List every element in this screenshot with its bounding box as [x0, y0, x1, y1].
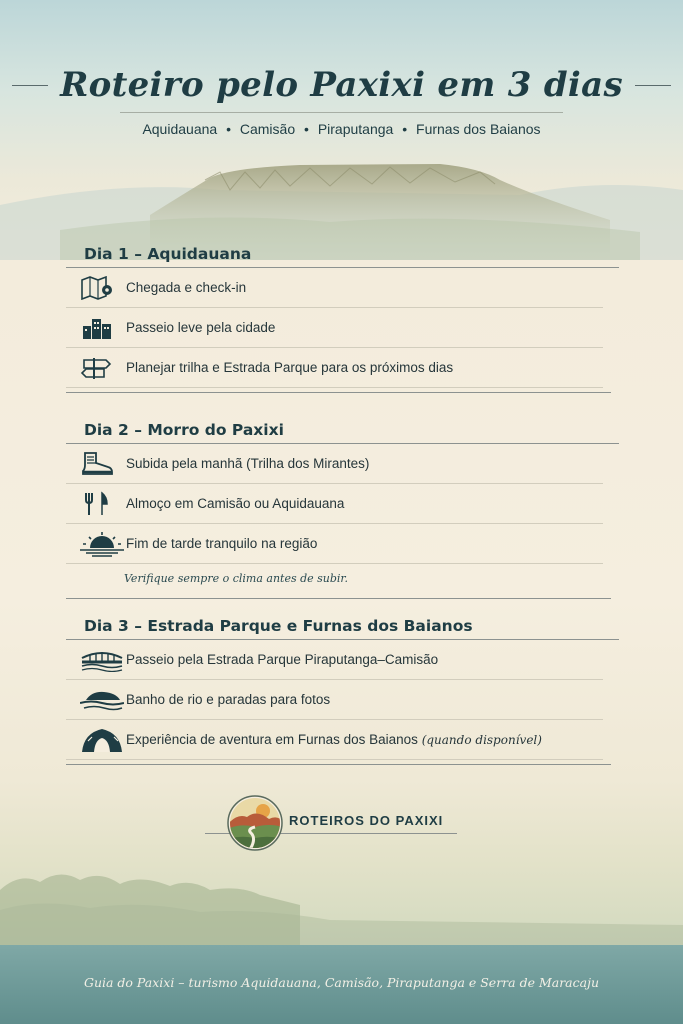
logo-text: ROTEIROS DO PAXIXI [289, 813, 444, 828]
day-2-title: Dia 2 – Morro do Paxixi [84, 421, 284, 439]
day-1-section [66, 241, 619, 393]
title-right-line [635, 85, 671, 86]
item-text: Fim de tarde tranquilo na região [126, 536, 318, 551]
place-aquidauana: Aquidauana [142, 121, 218, 137]
footer-bar [0, 945, 683, 1024]
list-item [66, 348, 603, 388]
list-item [66, 680, 603, 720]
place-camisao: Camisão [239, 121, 296, 137]
sunset-icon [66, 531, 126, 557]
day-3-title: Dia 3 – Estrada Parque e Furnas dos Baianos [84, 617, 473, 635]
city-buildings-icon [66, 316, 126, 340]
place-piraputanga: Piraputanga [317, 121, 394, 137]
section-end-divider [66, 598, 611, 599]
separator-dot: • [226, 121, 231, 137]
list-item [66, 484, 603, 524]
title-row [0, 55, 683, 115]
tree-line-illustration [0, 850, 683, 945]
item-text: Passeio leve pela cidade [126, 320, 276, 335]
list-item [66, 268, 603, 308]
place-furnas: Furnas dos Baianos [416, 121, 541, 137]
item-text: Passeio pela Estrada Parque Piraputanga–Camisão [126, 652, 439, 667]
separator-dot: • [402, 121, 408, 137]
cave-icon [66, 727, 126, 753]
bridge-icon [66, 648, 126, 672]
item-main-text: Experiência de aventura em Furnas dos Baianos [126, 732, 418, 747]
title-left-line [12, 85, 48, 86]
brand-logo [205, 795, 465, 851]
availability-note: (quando disponível) [421, 733, 542, 747]
section-end-divider [66, 392, 611, 393]
item-text: Subida pela manhã (Trilha dos Mirantes) [126, 456, 370, 471]
page-title: Roteiro pelo Paxixi em 3 dias [60, 65, 623, 105]
list-item [66, 640, 603, 680]
list-item [66, 524, 603, 564]
map-pin-icon [66, 276, 126, 300]
day-3-section [66, 613, 619, 765]
fork-knife-icon [66, 491, 126, 517]
day-2-section [66, 417, 619, 599]
item-text: Planejar trilha e Estrada Parque para os próximos dias [126, 360, 454, 375]
weather-note: Verifique sempre o clima antes de subir. [124, 572, 348, 585]
item-text: Banho de rio e paradas para fotos [126, 692, 331, 707]
item-text: Chegada e check-in [126, 280, 247, 295]
hiking-boot-icon [66, 451, 126, 477]
item-text [126, 732, 542, 747]
day-1-title: Dia 1 – Aquidauana [84, 245, 252, 263]
landscape-badge-icon [227, 795, 283, 851]
signpost-icon [66, 356, 126, 380]
list-item [66, 308, 603, 348]
list-item [66, 444, 603, 484]
section-end-divider [66, 764, 611, 765]
separator-dot: • [304, 121, 309, 137]
river-icon [66, 688, 126, 712]
footer-text: Guia do Paxixi – turismo Aquidauana, Camisão, Piraputanga e Serra de Maracaju [83, 975, 600, 990]
item-text: Almoço em Camisão ou Aquidauana [126, 496, 345, 511]
title-divider [120, 112, 563, 113]
places-subtitle [0, 121, 683, 137]
list-item [66, 720, 603, 760]
